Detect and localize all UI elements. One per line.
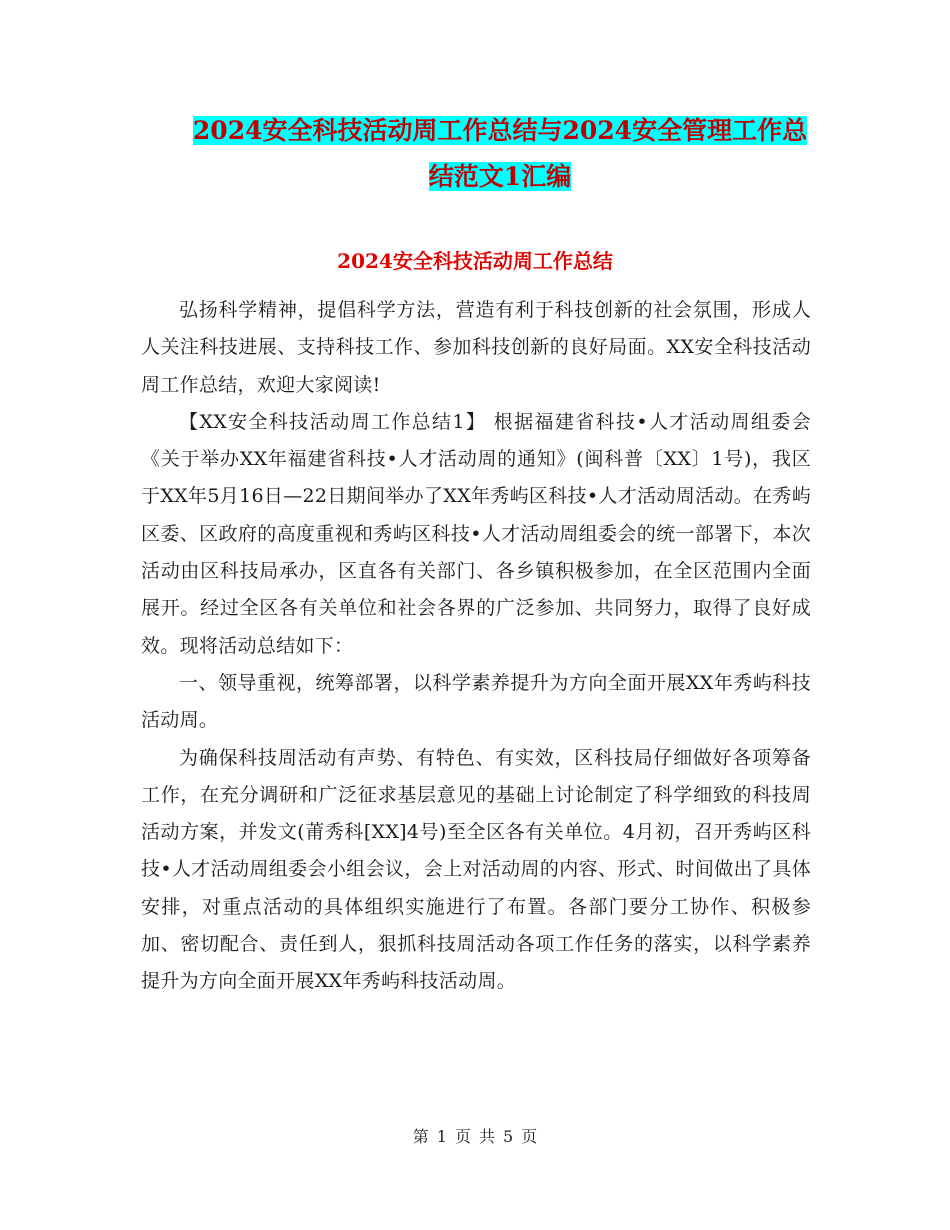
- footer-total-pages: 5: [503, 1127, 514, 1146]
- footer-label-unit: 页: [454, 1127, 471, 1146]
- document-title-line2: 结范文1汇编: [428, 162, 572, 191]
- footer-label-total: 共: [479, 1127, 496, 1146]
- footer-current-page: 1: [436, 1127, 447, 1146]
- page-footer: [0, 1126, 950, 1148]
- document-body: [141, 292, 811, 1001]
- paragraph-preparation: 为确保科技周活动有声势、有特色、有实效，区科技局仔细做好各项筹备工作，在充分调研和广泛征求基层意见的基础上讨论制定了科学细致的科技周活动方案，并发文(莆秀科[XX]4号)至全区各有关单位。4月初，召开秀屿区科技•人才活动周组委会小组会议，会上对活动周的内容、形式、时间做出了具体安排，对重点活动的具体组织实施进行了布置。各部门要分工协作、积极参加、密切配合、责任到人，狠抓科技周活动各项工作任务的落实，以科学素养提升为方向全面开展XX年秀屿科技活动周。: [141, 746, 811, 993]
- document-title: [140, 108, 860, 200]
- paragraph-summary-1: 【XX安全科技活动周工作总结1】 根据福建省科技•人才活动周组委会《关于举办XX年福建省科技•人才活动周的通知》(闽科普〔XX〕1号)，我区于XX年5月16日—22日期间举办了XX年秀屿区科技•人才活动周活动。在秀屿区委、区政府的高度重视和秀屿区科技•人才活动周组委会的统一部署下，本次活动由区科技局承办，区直各有关部门、各乡镇积极参加，在全区范围内全面展开。经过全区各有关单位和社会各界的广泛参加、共同努力，取得了良好成效。现将活动总结如下：: [141, 410, 811, 657]
- footer-label-unit2: 页: [521, 1127, 538, 1146]
- paragraph-heading-1: 一、领导重视，统筹部署，以科学素养提升为方向全面开展XX年秀屿科技活动周。: [141, 671, 811, 732]
- document-title-line1: 2024安全科技活动周工作总结与2024安全管理工作总: [192, 116, 808, 145]
- footer-label-page: 第: [412, 1127, 429, 1146]
- paragraph-intro: 弘扬科学精神，提倡科学方法，营造有利于科技创新的社会氛围，形成人人关注科技进展、支持科技工作、参加科技创新的良好局面。XX安全科技活动周工作总结，欢迎大家阅读!: [141, 299, 811, 396]
- section-title: 2024安全科技活动周工作总结: [337, 249, 613, 273]
